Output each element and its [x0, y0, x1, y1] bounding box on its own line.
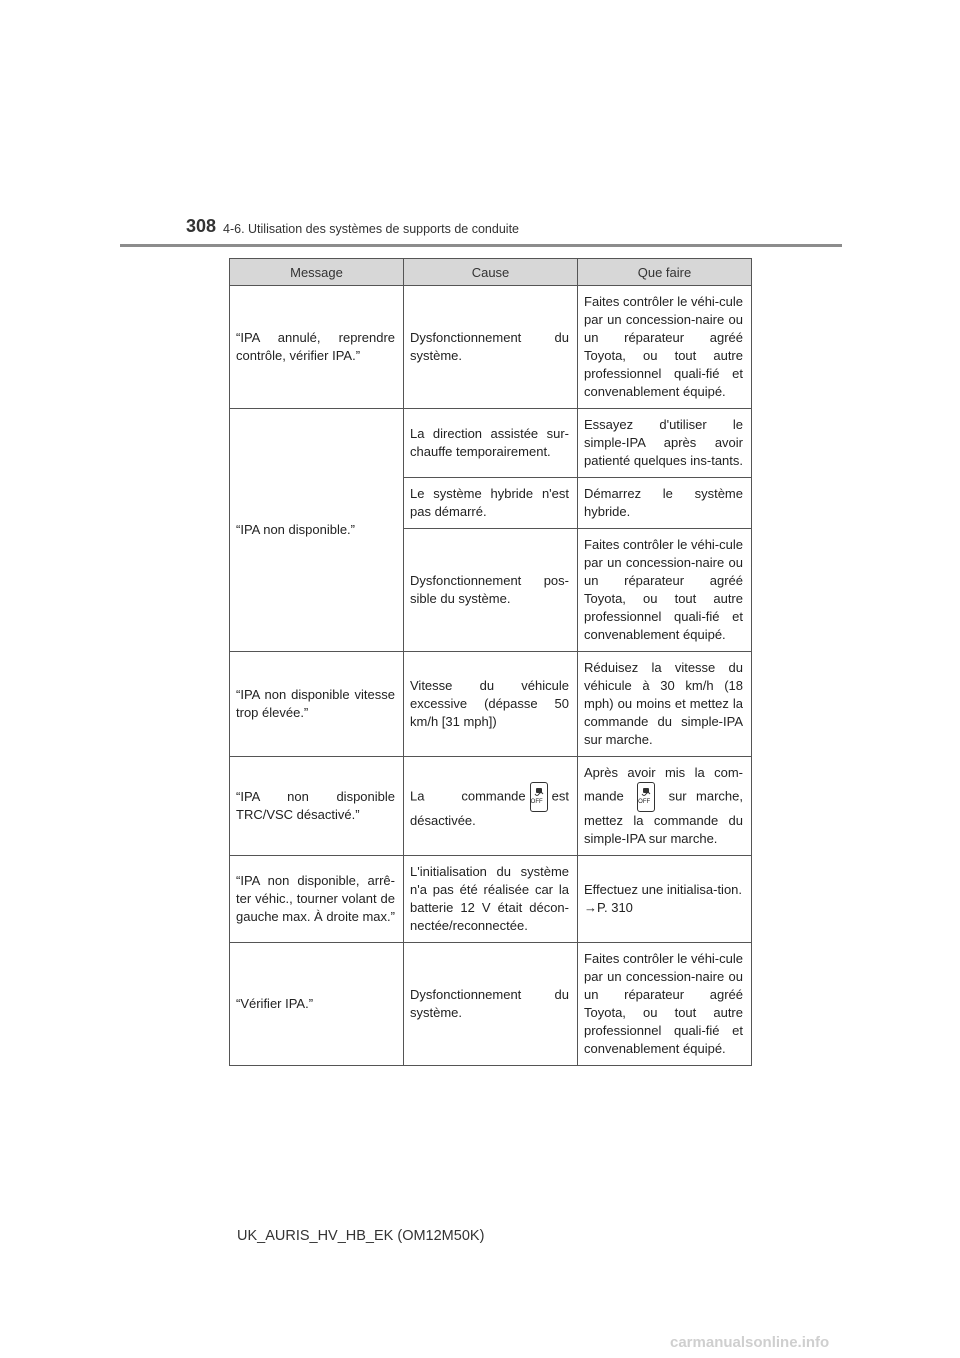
action-cell [578, 856, 752, 943]
action-cell: Faites contrôler le véhi-cule par un concession-naire ou un réparateur agréé Toyota, ou tout autre professionnel quali-fié et convenablement équipé. [578, 286, 752, 409]
action-cell: Démarrez le système hybride. [578, 478, 752, 529]
section-title: 4-6. Utilisation des systèmes de supports de conduite [223, 222, 519, 236]
action-cell: Faites contrôler le véhi-cule par un concession-naire ou un réparateur agréé Toyota, ou tout autre professionnel quali-fié et convenablement équipé. [578, 943, 752, 1066]
column-header-action: Que faire [578, 259, 752, 286]
cause-cell: L'initialisation du système n'a pas été réalisée car la batterie 12 V était décon-nectée/reconnectée. [404, 856, 578, 943]
action-text-post: sur marche, mettez la commande du simple-IPA sur marche. [584, 788, 743, 846]
action-text: Effectuez une initialisa-tion. [584, 882, 743, 897]
message-cell: “IPA non disponible.” [230, 409, 404, 652]
header-rule [120, 244, 842, 247]
message-cell: “IPA annulé, reprendre contrôle, vérifier IPA.” [230, 286, 404, 409]
cause-cell: Le système hybride n'est pas démarré. [404, 478, 578, 529]
table-row [230, 757, 752, 856]
message-cell: “IPA non disponible, arrê-ter véhic., tourner volant de gauche max. À droite max.” [230, 856, 404, 943]
action-cell: Réduisez la vitesse du véhicule à 30 km/h (18 mph) ou moins et mettez la commande du simple-IPA sur marche. [578, 652, 752, 757]
page-number: 308 [186, 216, 217, 236]
action-cell: Faites contrôler le véhi-cule par un concession-naire ou un réparateur agréé Toyota, ou tout autre professionnel quali-fié et convenablement équipé. [578, 529, 752, 652]
cause-text-post: est désactivée. [410, 788, 569, 828]
table-row [230, 856, 752, 943]
cause-cell: La direction assistée sur-chauffe temporairement. [404, 409, 578, 478]
table-row [230, 943, 752, 1066]
cause-text-pre: La commande [410, 788, 526, 804]
message-table [229, 258, 752, 1066]
switch-off-label: OFF [530, 799, 543, 805]
car-skid-icon [534, 788, 544, 797]
cause-cell: Vitesse du véhicule excessive (dépasse 50 km/h [31 mph]) [404, 652, 578, 757]
action-cell [578, 757, 752, 856]
switch-off-label: OFF [638, 799, 651, 805]
message-cell: “IPA non disponible TRC/VSC désactivé.” [230, 757, 404, 856]
column-header-cause: Cause [404, 259, 578, 286]
model-code-footer: UK_AURIS_HV_HB_EK (OM12M50K) [237, 1228, 485, 1244]
vsc-off-switch-icon [530, 782, 548, 812]
watermark: carmanualsonline.info [670, 1334, 830, 1351]
cause-cell: Dysfonctionnement pos-sible du système. [404, 529, 578, 652]
page-reference: →P. 310 [584, 900, 633, 915]
table-row [230, 286, 752, 409]
car-skid-icon [641, 788, 651, 797]
table-row [230, 409, 752, 478]
cause-cell: Dysfonctionnement du système. [404, 286, 578, 409]
message-cell: “IPA non disponible vitesse trop élevée.” [230, 652, 404, 757]
vsc-off-switch-icon [637, 782, 655, 812]
message-cell: “Vérifier IPA.” [230, 943, 404, 1066]
cause-cell: Dysfonctionnement du système. [404, 943, 578, 1066]
column-header-message: Message [230, 259, 404, 286]
table-header-row [230, 259, 752, 286]
table-row [230, 652, 752, 757]
action-text-pre: Après avoir mis la com-mande [584, 765, 743, 804]
action-cell: Essayez d'utiliser le simple-IPA après avoir patienté quelques ins-tants. [578, 409, 752, 478]
cause-cell [404, 757, 578, 856]
